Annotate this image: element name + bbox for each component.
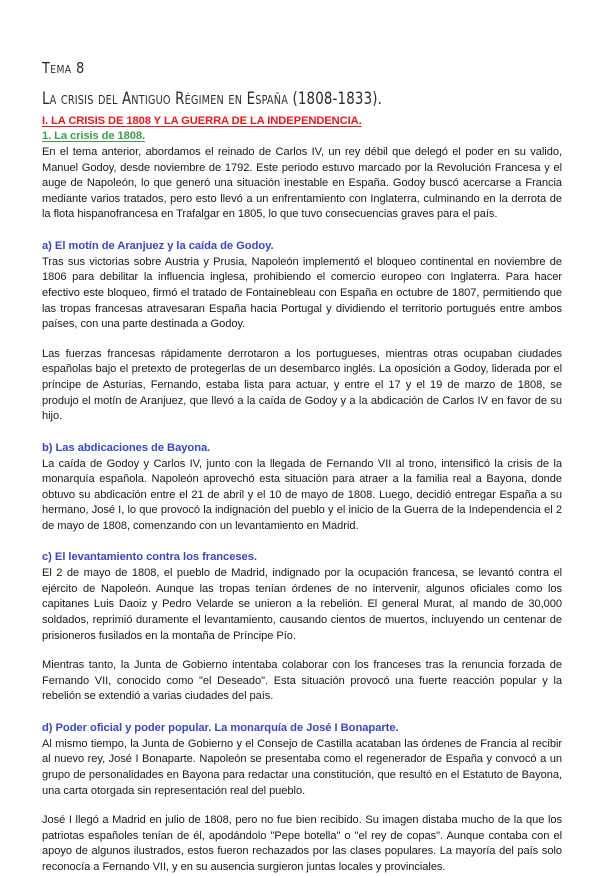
section-b-heading: b) Las abdicaciones de Bayona.: [42, 441, 211, 454]
section-a: [42, 238, 562, 425]
topic-label: Tema 8: [42, 59, 85, 77]
section-a-paragraph-1: Tras sus victorias sobre Austria y Prusia, Napoleón implementó el bloqueo continental en noviembre de 1806 para debilitar la influencia inglesa, prohibiendo el comercio europeo con Inglaterra. Para hacer efectivo este bloqueo, firmó el tratado de Fontainebleau con España en octubre de 1807, permitiendo que las tropas francesas atravesaran España hacia Portugal y dividiendo el territorio portugués entre ambos países, con una parte destinada a Godoy.: [42, 255, 562, 331]
section-b-paragraph-1: La caída de Godoy y Carlos IV, junto con la llegada de Fernando VII al trono, intensificó la crisis de la monarquía española. Napoleón aprovechó esta situación para atraer a la familia real a Bayona, donde obtuvo su abdicación entre el 21 de abril y el 10 de mayo de 1808. Luego, decidió entregar España a su hermano, José I, lo que provocó la indignación del pueblo y el inicio de la Guerra de la Independencia el 2 de mayo de 1808, comenzando con un levantamiento en Madrid.: [42, 457, 562, 532]
section-a-heading: a) El motín de Aranjuez y la caída de Godoy.: [42, 239, 274, 252]
section-c: [42, 549, 562, 705]
section-d-paragraph-2: José I llegó a Madrid en julio de 1808, pero no fue bien recibido. Su imagen distaba mucho de la que los patriotas españoles tenían de él, apodándolo "Pepe botella" o "el rey de copas". Aunque contaba con el apoyo de algunos ilustrados, estos fueron rechazados por las clases populares. La mayoría del país solo reconocía a Fernando VII, y en su ausencia surgieron juntas locales y provinciales.: [42, 814, 562, 873]
section-b: [42, 440, 562, 535]
subheading-1: 1. La crisis de 1808.: [42, 129, 146, 142]
section-d-heading: d) Poder oficial y poder popular. La monarquía de José I Bonaparte.: [42, 722, 399, 735]
section-c-paragraph-1: El 2 de mayo de 1808, el pueblo de Madrid, indignado por la ocupación francesa, se levantó contra el ejército de Napoleón. Aunque las tropas tenían órdenes de no intervenir, algunos oficiales como los capitanes Luis Daoiz y Pedro Velarde se unieron a la rebelión. El general Murat, al mando de 30,000 soldados, reprimió duramente el levantamiento, causando cientos de muertos, incluyendo un centenar de prisioneros fusilados en la montaña de Príncipe Pío.: [42, 567, 562, 642]
section-c-paragraph-2: Mientras tanto, la Junta de Gobierno intentaba colaborar con los franceses tras la renuncia forzada de Fernando VII, conocido como "el Deseado". Esta situación provocó una fuerte reacción popular y la rebelión se extendió a varias ciudades del país.: [42, 659, 562, 703]
intro-paragraph: En el tema anterior, abordamos el reinado de Carlos IV, un rey débil que delegó el poder en su valido, Manuel Godoy, desde noviembre de 1792. Este periodo estuvo marcado por la Revolución Francesa y el auge de Napoleón, lo que generó una situación inestable en España. Godoy buscó acercarse a Francia mediante varios tratados, pero esto llevó a un enfrentamiento con Inglaterra, culminando en la derrota de la flota hispanofrancesa en Trafalgar en 1805, lo que tuvo consecuencias graves para el país.: [42, 146, 562, 221]
main-heading: I. LA CRISIS DE 1808 Y LA GUERRA DE LA INDEPENDENCIA.: [42, 114, 362, 127]
page-title: La crisis del Antiguo Régimen en España (1808-1833).: [42, 88, 383, 108]
section-a-paragraph-2: Las fuerzas francesas rápidamente derrotaron a los portugueses, mientras otras ocupaban ciudades españolas bajo el pretexto de protegerlas de un desembarco inglés. La oposición a Godoy, liderada por el príncipe de Asturias, Fernando, estaba lista para actuar, y entre el 17 y el 19 de marzo de 1808, se produjo el motín de Aranjuez, que llevó a la caída de Godoy y a la abdicación de Carlos IV en favor de su hijo.: [42, 347, 562, 423]
section-d-paragraph-1: Al mismo tiempo, la Junta de Gobierno y el Consejo de Castilla acataban las órdenes de Francia al recibir al nuevo rey, José I Bonaparte. Napoleón se presentaba como el regenerador de España y convocó a un grupo de personalidades en Bayona para redactar una constitución, que resultó en el Estatuto de Bayona, una carta otorgada sin representación real del pueblo.: [42, 737, 562, 797]
section-c-heading: c) El levantamiento contra los franceses.: [42, 551, 257, 564]
section-d: [42, 720, 562, 876]
